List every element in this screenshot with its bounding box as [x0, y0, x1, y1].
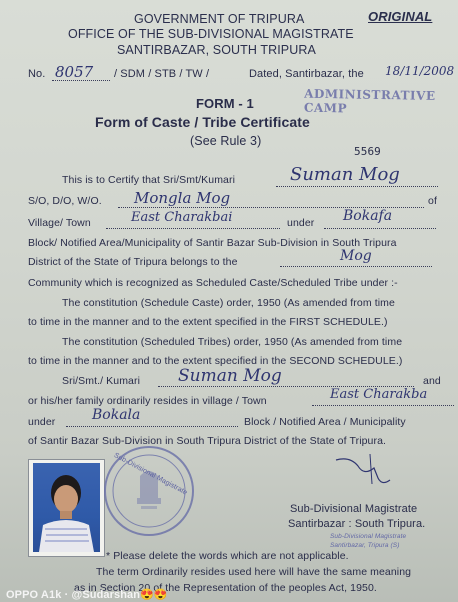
ref-suffix: / SDM / STB / TW /: [114, 68, 210, 80]
of-label: of: [428, 195, 437, 207]
ref-no-value: 8057: [55, 63, 94, 81]
name-line: [276, 186, 438, 187]
block-name: Bokafa: [343, 208, 393, 224]
sri-label-2: Sri/Smt./ Kumari: [62, 375, 141, 387]
serial-number: 5569: [354, 145, 381, 158]
body-line-14: of Santir Bazar Sub-Division in South Tripura District of the State of Tripura.: [28, 435, 387, 447]
and-label: and: [423, 375, 441, 387]
block-suffix: Block / Notified Area / Municipality: [244, 416, 406, 428]
photo-image: [33, 463, 100, 552]
section-note: as in Section 20 of the Representation of the peoples Act, 1950.: [74, 582, 377, 594]
sdm-place: Santirbazar : South Tripura.: [288, 518, 426, 530]
office-location: SANTIRBAZAR, SOUTH TRIPURA: [117, 43, 316, 57]
body-line-9: The constitution (Scheduled Tribes) order, 1950 (As amended from time: [62, 336, 403, 348]
under-label: under: [287, 217, 315, 229]
village-line: [106, 228, 280, 229]
govt-title: GOVERNMENT OF TRIPURA: [134, 12, 305, 26]
watermark-text: OPPO A1k · @Sudarshan😍😍: [6, 589, 168, 601]
portrait-icon: [33, 463, 100, 552]
village-line-2: [312, 405, 454, 406]
seal-text: Sub-Divisional Magistrate: [112, 452, 189, 497]
body-line-4: Block/ Notified Area/Municipality of Santir Bazar Sub-Division in South Tripura: [28, 237, 397, 249]
date-value: 18/11/2008: [385, 64, 455, 78]
under-label-2: under: [28, 416, 56, 428]
holder-name-2: Suman Mog: [178, 366, 282, 386]
holder-photo: [28, 459, 105, 557]
block-name-2: Bokala: [92, 407, 141, 423]
ref-no-label: No.: [28, 68, 46, 80]
body-line-5: District of the State of Tripura belongs to the: [28, 256, 238, 268]
dated-label: Dated, Santirbazar, the: [249, 68, 364, 80]
father-name: Mongla Mog: [134, 189, 231, 207]
village-name: East Charakbai: [131, 210, 233, 225]
form-rule: (See Rule 3): [190, 134, 262, 148]
community-line: [280, 266, 432, 267]
certify-text: This is to Certify that Sri/Smt/Kumari: [62, 174, 236, 186]
family-text: or his/her family ordinarily resides in village / Town: [28, 395, 267, 407]
village-name-2: East Charakba: [330, 387, 428, 402]
signature-icon: [330, 450, 410, 490]
block-line-2: [66, 426, 238, 427]
block-line: [324, 228, 436, 229]
community-name: Mog: [340, 248, 372, 264]
body-line-10: to time in the manner and to the extent specified in the SECOND SCHEDULE.): [28, 355, 403, 367]
form-title: FORM - 1: [196, 96, 254, 111]
relation-label: S/O, D/O, W/O.: [28, 195, 102, 207]
form-subtitle: Form of Caste / Tribe Certificate: [95, 114, 310, 130]
sdm-stamp-1: Sub-Divisional Magistrate: [330, 533, 407, 540]
delete-note: * Please delete the words which are not applicable.: [106, 550, 349, 562]
village-label: Village/ Town: [28, 217, 91, 229]
camera-watermark: [0, 586, 458, 602]
body-line-7: The constitution (Schedule Caste) order, 1950 (As amended from time: [62, 297, 395, 309]
body-line-6: Community which is recognized as Scheduled Caste/Scheduled Tribe under :-: [28, 277, 398, 289]
body-line-8: to time in the manner and to the extent specified in the FIRST SCHEDULE.): [28, 316, 388, 328]
ordinarily-note: The term Ordinarily resides used here will have the same meaning: [96, 566, 412, 578]
administrative-camp-stamp: ADMINISTRATIVE CAMP: [303, 86, 436, 116]
original-label: ORIGINAL: [368, 9, 433, 24]
sdm-stamp-2: Santirbazar, Tripura (S): [330, 542, 400, 549]
office-title: OFFICE OF THE SUB-DIVISIONAL MAGISTRATE: [68, 27, 354, 41]
ref-no-line: [52, 80, 110, 81]
holder-name: Suman Mog: [290, 164, 400, 185]
sdm-title: Sub-Divisional Magistrate: [290, 503, 418, 515]
